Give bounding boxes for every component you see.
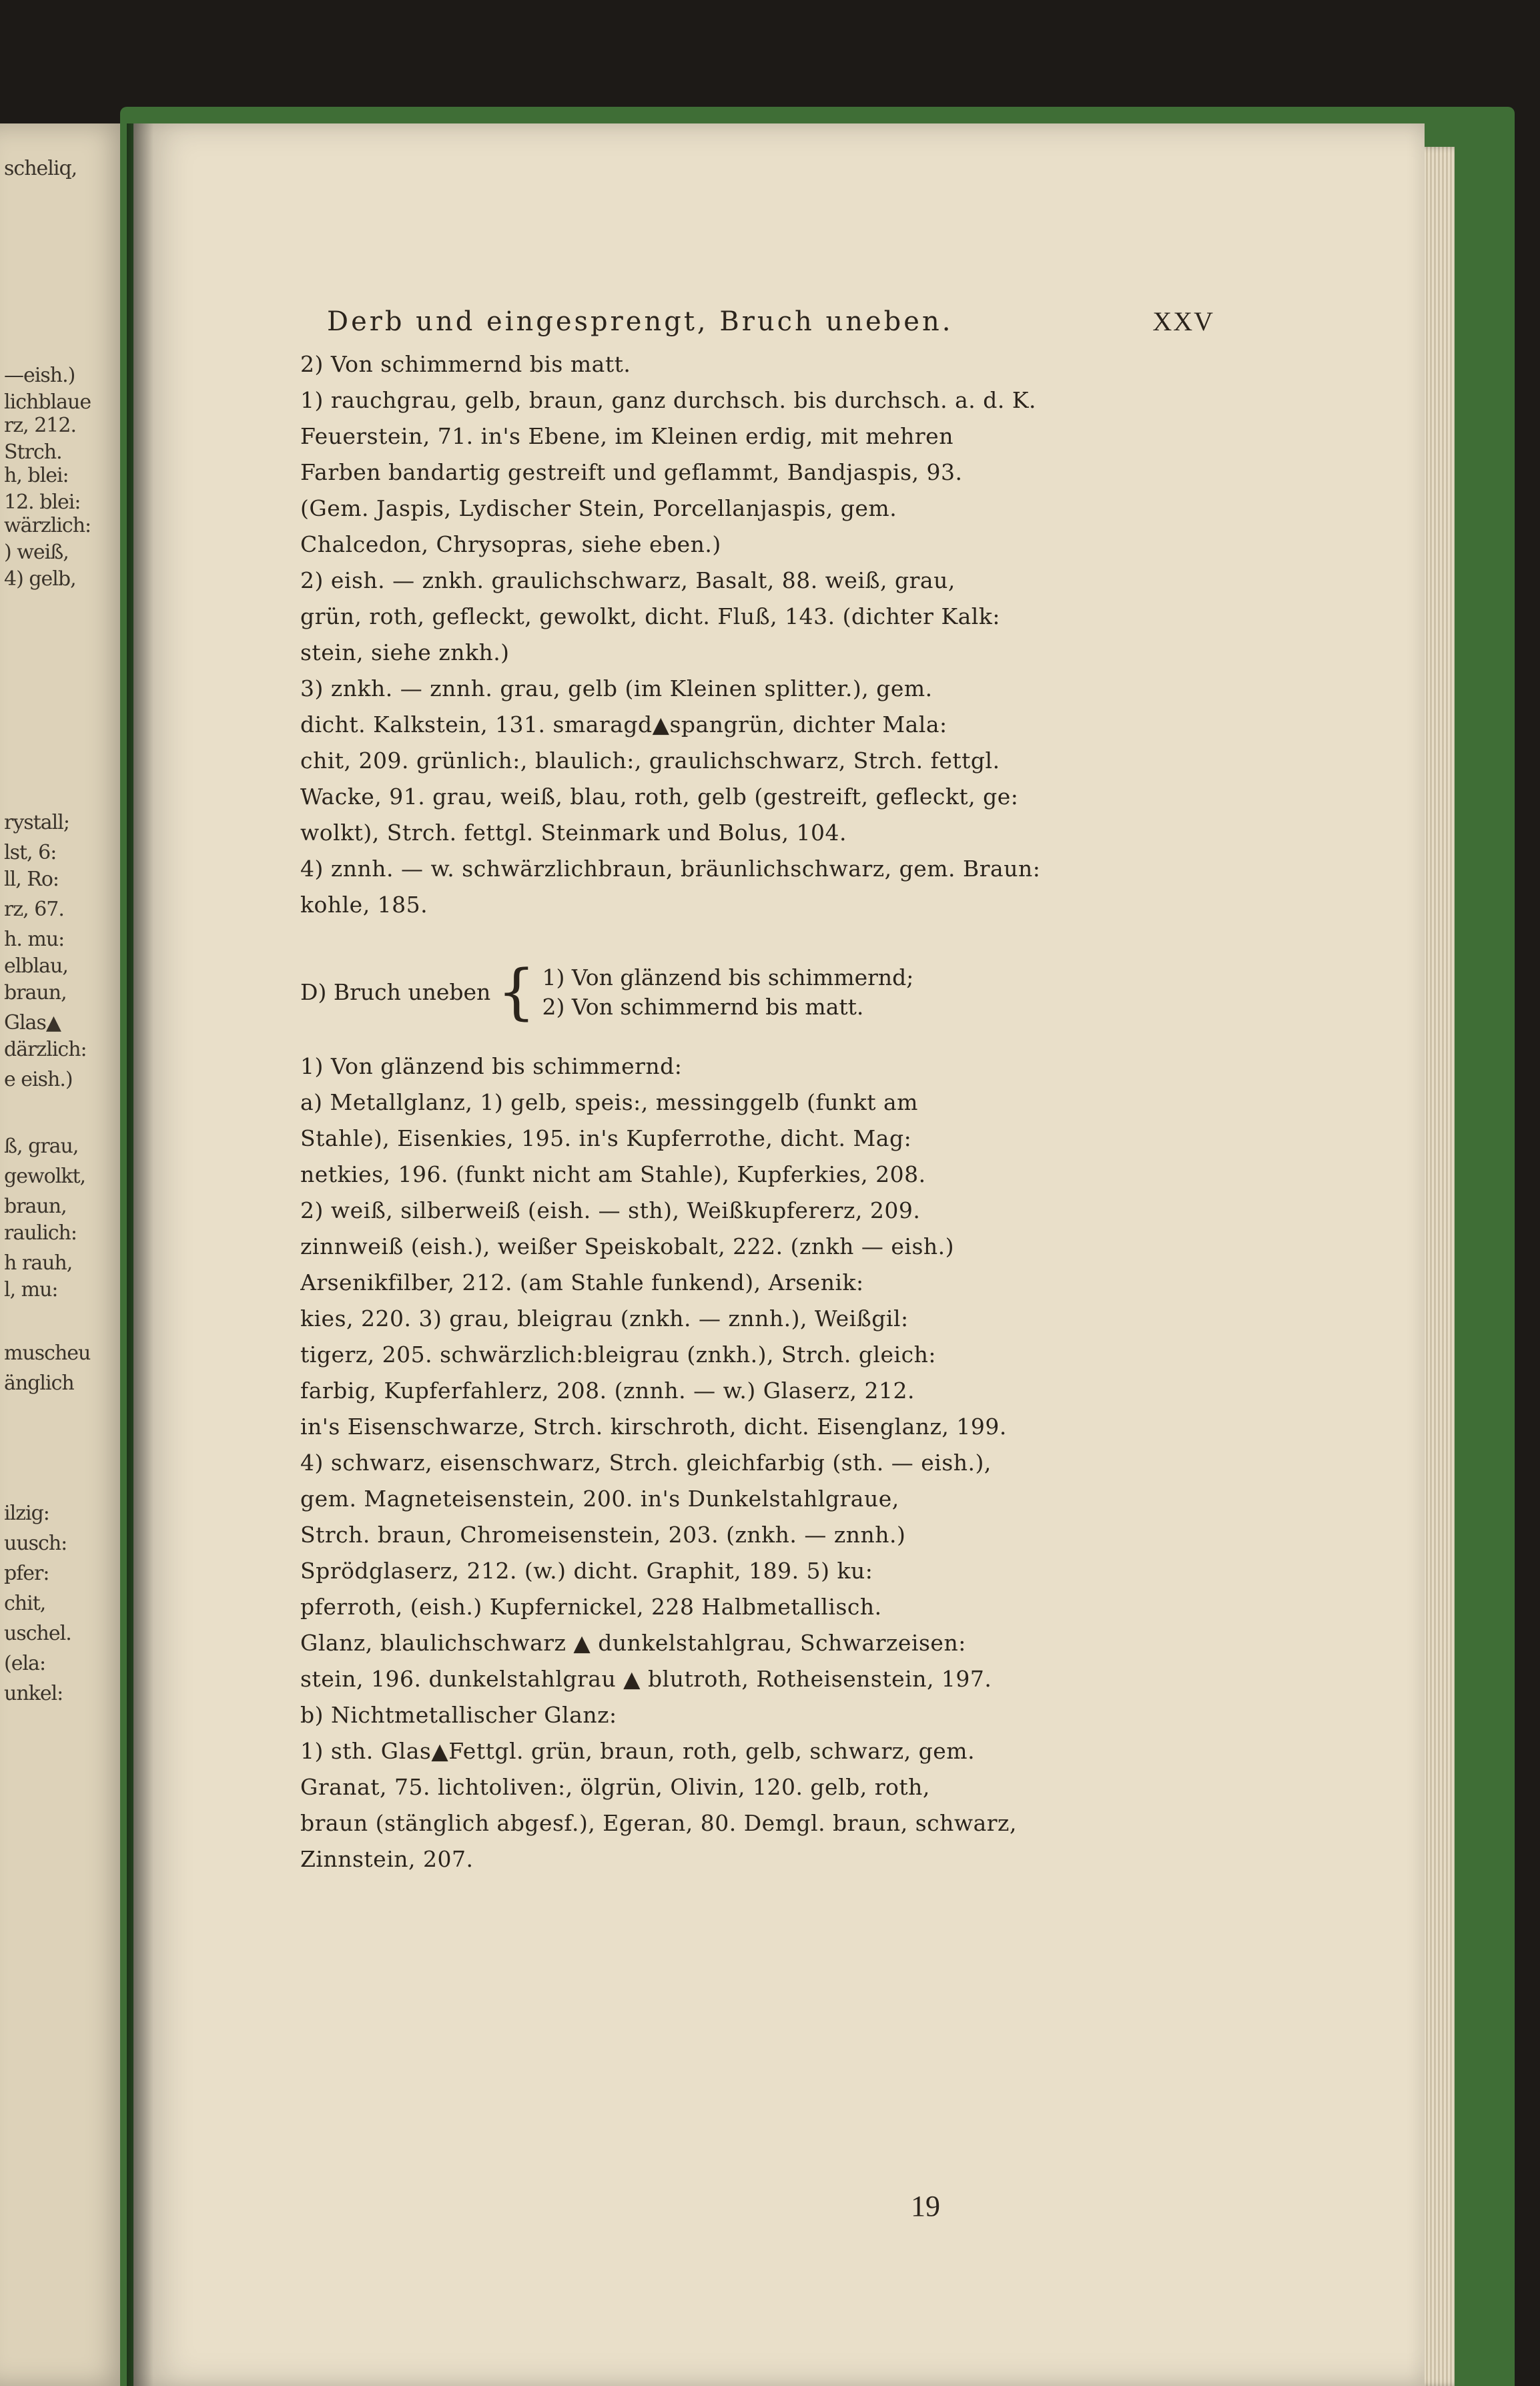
text-line: stein, siehe znkh.) — [300, 639, 510, 665]
left-page-line: rz, 212. — [4, 414, 77, 437]
left-page-line: muscheu — [4, 1341, 91, 1365]
bruch-option-1: 1) Von glänzend bis schimmernd; — [542, 964, 914, 990]
left-page-line: h rauh, — [4, 1251, 73, 1275]
left-page-line: h. mu: — [4, 928, 65, 951]
text-line: 4) schwarz, eisenschwarz, Strch. gleichfarbig (sth. — eish.), — [300, 1450, 992, 1476]
text-line: Sprödglaserz, 212. (w.) dicht. Graphit, 189. 5) ku: — [300, 1558, 873, 1584]
section-heading: 1) Von glänzend bis schimmernd: — [300, 1053, 683, 1079]
section-schimmernd-matt — [300, 346, 1214, 923]
bruch-label: D) Bruch uneben — [300, 979, 491, 1005]
left-page-line: h, blei: — [4, 464, 69, 487]
left-page-line: lst, 6: — [4, 841, 57, 864]
left-page-line: braun, — [4, 981, 67, 1004]
brace-icon: { — [497, 957, 536, 1027]
left-page-line: ilzig: — [4, 1502, 49, 1525]
text-line: 3) znkh. — znnh. grau, gelb (im Kleinen splitter.), gem. — [300, 675, 933, 701]
left-page-line: unkel: — [4, 1682, 63, 1705]
left-page-line: gewolkt, — [4, 1165, 86, 1188]
left-page-line: braun, — [4, 1195, 67, 1218]
section-heading: 2) Von schimmernd bis matt. — [300, 351, 631, 377]
text-line: 2) eish. — znkh. graulichschwarz, Basalt, 88. weiß, grau, — [300, 567, 955, 593]
left-page-line: lichblaue — [4, 390, 91, 414]
left-page-line: (ela: — [4, 1652, 46, 1675]
left-page-line: Strch. — [4, 440, 62, 464]
text-line: 2) weiß, silberweiß (eish. — sth), Weißkupfererz, 209. — [300, 1197, 921, 1223]
running-header — [300, 304, 1214, 340]
left-page-line: e eish.) — [4, 1068, 73, 1091]
page-number: 19 — [911, 2190, 940, 2222]
section-heading: b) Nichtmetallischer Glanz: — [300, 1702, 617, 1728]
left-page-line: raulich: — [4, 1221, 77, 1245]
text-line: stein, 196. dunkelstahlgrau ▲ blutroth, Rotheisenstein, 197. — [300, 1666, 992, 1692]
text-line: 4) znnh. — w. schwärzlichbraun, bräunlichschwarz, gem. Braun: — [300, 856, 1041, 882]
text-line: in's Eisenschwarze, Strch. kirschroth, dicht. Eisenglanz, 199. — [300, 1414, 1007, 1440]
text-line: tigerz, 205. schwärzlich:bleigrau (znkh.), Strch. gleich: — [300, 1341, 936, 1368]
left-page-line: chit, — [4, 1592, 46, 1615]
text-line: a) Metallglanz, 1) gelb, speis:, messinggelb (funkt am — [300, 1089, 918, 1115]
text-line: wolkt), Strch. fettgl. Steinmark und Bolus, 104. — [300, 820, 847, 846]
text-line: (Gem. Jaspis, Lydischer Stein, Porcellanjaspis, gem. — [300, 495, 897, 521]
text-line: Farben bandartig gestreift und geflammt, Bandjaspis, 93. — [300, 459, 963, 485]
text-line: chit, 209. grünlich:, blaulich:, graulichschwarz, Strch. fettgl. — [300, 748, 1000, 774]
text-line: dicht. Kalkstein, 131. smaragd▲spangrün, dichter Mala: — [300, 711, 947, 737]
left-page-line: —eish.) — [4, 364, 75, 387]
text-line: farbig, Kupferfahlerz, 208. (znnh. — w.) Glaserz, 212. — [300, 1378, 915, 1404]
text-line: Chalcedon, Chrysopras, siehe eben.) — [300, 531, 721, 557]
left-page-line: Glas▲ — [4, 1011, 61, 1034]
left-page-line: rz, 67. — [4, 898, 64, 921]
left-page-line: uschel. — [4, 1622, 71, 1645]
bruch-option-2: 2) Von schimmernd bis matt. — [542, 994, 864, 1020]
left-page-line: wärzlich: — [4, 514, 91, 537]
text-line: braun (stänglich abgesf.), Egeran, 80. Demgl. braun, schwarz, — [300, 1810, 1017, 1836]
text-line: Zinnstein, 207. — [300, 1846, 474, 1872]
gutter-shadow — [127, 123, 153, 2386]
header-roman-numeral: XXV — [1152, 306, 1214, 336]
text-line: 1) rauchgrau, gelb, braun, ganz durchsch. bis durchsch. a. d. K. — [300, 387, 1036, 413]
text-line: Arsenikfilber, 212. (am Stahle funkend), Arsenik: — [300, 1269, 864, 1295]
left-page-line: elblau, — [4, 954, 68, 978]
text-line: gem. Magneteisenstein, 200. in's Dunkelstahlgraue, — [300, 1486, 899, 1512]
left-facing-page — [0, 123, 133, 2386]
left-page-line: ll, Ro: — [4, 868, 59, 891]
text-line: Wacke, 91. grau, weiß, blau, roth, gelb (gestreift, gefleckt, ge: — [300, 784, 1019, 810]
left-page-line: därzlich: — [4, 1038, 87, 1061]
left-page-line: uusch: — [4, 1532, 67, 1555]
text-line: grün, roth, gefleckt, gewolkt, dicht. Fluß, 143. (dichter Kalk: — [300, 603, 1000, 629]
section-glaenzend — [300, 1049, 1214, 1697]
bruch-uneben-block — [300, 957, 1214, 1027]
text-line: kies, 220. 3) grau, bleigrau (znkh. — znnh.), Weißgil: — [300, 1305, 909, 1331]
text-line: Glanz, blaulichschwarz ▲ dunkelstahlgrau, Schwarzeisen: — [300, 1630, 966, 1656]
text-line: zinnweiß (eish.), weißer Speiskobalt, 222. (znkh — eish.) — [300, 1233, 955, 1259]
text-line: kohle, 185. — [300, 892, 428, 918]
text-line: Granat, 75. lichtoliven:, ölgrün, Olivin, 120. gelb, roth, — [300, 1774, 930, 1800]
left-page-line: scheliq, — [4, 157, 77, 180]
left-page-line: rystall; — [4, 811, 69, 834]
left-page-line: pfer: — [4, 1562, 49, 1585]
section-nichtmetallisch — [300, 1697, 1214, 1877]
left-page-line: änglich — [4, 1372, 74, 1395]
left-page-line: l, mu: — [4, 1278, 58, 1301]
text-line: pferroth, (eish.) Kupfernickel, 228 Halbmetallisch. — [300, 1594, 882, 1620]
header-title: Derb und eingesprengt, Bruch uneben. — [327, 306, 953, 337]
left-page-line: ß, grau, — [4, 1135, 79, 1158]
left-page-line: ) weiß, — [4, 541, 69, 564]
left-page-line: 4) gelb, — [4, 567, 76, 591]
text-line: Stahle), Eisenkies, 195. in's Kupferrothe, dicht. Mag: — [300, 1125, 912, 1151]
text-line: Feuerstein, 71. in's Ebene, im Kleinen erdig, mit mehren — [300, 423, 953, 449]
text-line: Strch. braun, Chromeisenstein, 203. (znkh. — znnh.) — [300, 1522, 906, 1548]
left-page-line: 12. blei: — [4, 491, 81, 514]
text-line: netkies, 196. (funkt nicht am Stahle), Kupferkies, 208. — [300, 1161, 926, 1187]
text-line: 1) sth. Glas▲Fettgl. grün, braun, roth, gelb, schwarz, gem. — [300, 1738, 976, 1764]
page-text — [300, 304, 1214, 1877]
